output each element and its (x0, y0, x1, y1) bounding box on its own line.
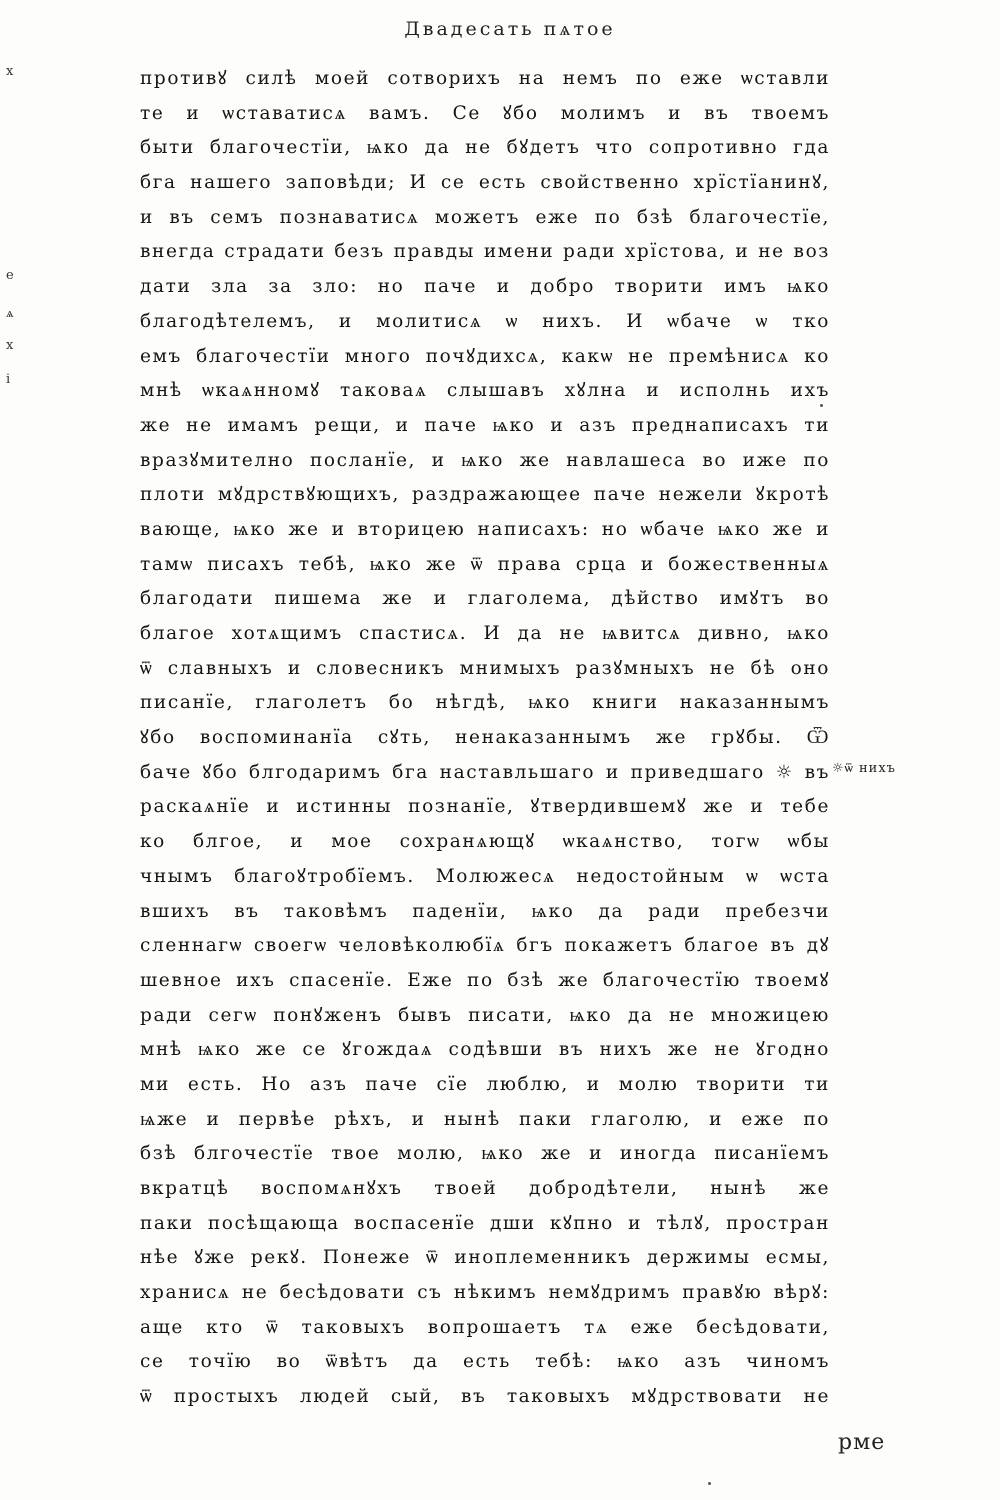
text-line: благое хотѧщимъ спастисѧ. И да не ѩвитсѧ дивно, ѩко (140, 623, 830, 644)
text-line: ѩже и первѣе рѣхъ, и нынѣ паки глаголю, и еже по (140, 1108, 830, 1130)
text-line: ми есть. Но азъ паче сїе люблю, и молю творити ти (140, 1073, 830, 1095)
text-line: баче ꙋбо блгодаримъ бга наставльшаго и приведшаго ☼ въ (140, 761, 830, 783)
text-line: благодати пишема же и глаголема, дѣйство имꙋтъ во (140, 588, 830, 610)
text-line: ради сегѡ понꙋженъ бывъ писати, ѩко да не множицею (140, 1004, 830, 1026)
text-line: дати зла за зло: но паче и добро творити имъ ѩко (140, 276, 830, 298)
text-line: вшихъ въ таковѣмъ паденїи, ѩко да ради пребезчи (140, 900, 830, 922)
text-line: те и ѡставатисѧ вамъ. Се ꙋбо молимъ и въ твоемъ (140, 102, 830, 124)
text-line: и въ семъ познаватисѧ можетъ еже по бзѣ благочестїе, (140, 206, 830, 228)
margin-note: ☼ѿ нихъ (832, 761, 896, 776)
text-line: бга нашего заповѣди; И се есть свойственно хрїстїанинꙋ, (140, 172, 830, 194)
text-line: писанїе, глаголетъ бо нѣгдѣ, ѩко книги наказаннымъ (140, 692, 830, 714)
margin-fragment: і (6, 372, 11, 387)
text-line: раскаѧнїе и истинны познанїе, ꙋтвердившемꙋ же и тебе (140, 796, 830, 818)
text-line: шевное ихъ спасенїе. Еже по бзѣ же благочестїю твоемꙋ (140, 969, 830, 991)
text-line: нѣе ꙋже рекꙋ. Понеже ѿ иноплеменникъ держимы есмы, (140, 1247, 830, 1269)
text-line: вкратцѣ воспомѧнꙋхъ твоей добродѣтели, нынѣ же (140, 1178, 830, 1199)
text-line: быти благочестїи, ѩко да не бꙋдетъ что сопротивно гда (140, 137, 830, 159)
ink-speck (708, 1482, 711, 1485)
margin-fragment: х (6, 64, 14, 79)
text-line: бзѣ блгочестїе твое молю, ѩко же и иногда писанїемъ (140, 1143, 830, 1165)
text-line: благодѣтелемъ, и молитисѧ ѡ нихъ. И ѡбаче ѡ тко (140, 310, 830, 332)
text-line: плоти мꙋдрствꙋющихъ, раздражающее паче нежели ꙋкротѣ (140, 484, 830, 506)
body-text (140, 62, 830, 1415)
text-line: аще кто ѿ таковыхъ вопрошаетъ тѧ еже бесѣдовати, (140, 1316, 830, 1338)
text-line: ѿ славныхъ и словесникъ мнимыхъ разꙋмныхъ не бѣ оно (140, 657, 830, 679)
left-margin-fragments (0, 0, 30, 1500)
text-line: сленнагѡ своегѡ человѣколюбїѧ бгъ покажетъ благое въ дꙋ (140, 935, 830, 957)
text-line: вразꙋмително посланїе, и ѩко же навлашеса во иже по (140, 449, 830, 471)
folio-number: рме (838, 1430, 886, 1455)
running-head: Двадесать пѧтое (404, 18, 616, 40)
text-line: мнѣ ѩко же се ꙋгождаѧ содѣвши въ нихъ же не ꙋгодно (140, 1039, 830, 1061)
text-line: се точїю во ѿвѣтъ да есть тебѣ: ѩко азъ чиномъ (140, 1351, 830, 1373)
margin-fragment: ѧ (6, 306, 14, 321)
text-line: ѿ простыхъ людей сый, въ таковыхъ мꙋдрствовати не (140, 1386, 830, 1408)
margin-fragment: е (6, 268, 14, 283)
text-line: вающе, ѩко же и вторицею написахъ: но ѡбаче ѩко же и (140, 518, 830, 540)
text-line: внегда страдати безъ правды имени ради хрїстова, и не воз (140, 241, 830, 263)
text-line: хранисѧ не бесѣдовати съ нѣкимъ немꙋдримъ правꙋю вѣрꙋ: (140, 1282, 830, 1304)
ink-speck (820, 404, 823, 407)
margin-fragment: х (6, 338, 14, 353)
text-line: же не имамъ рещи, и паче ѩко и азъ преднаписахъ ти (140, 414, 830, 436)
text-line: мнѣ ѡкаѧнномꙋ таковаѧ слышавъ хꙋлна и исполнь ихъ (140, 380, 830, 402)
text-line: емъ благочестїи много почꙋдихсѧ, какѡ не премѣнисѧ ко (140, 345, 830, 367)
text-line: ко блгое, и мое сохранѧющꙋ ѡкаѧнство, тогѡ ѡбы (140, 831, 830, 853)
text-line: ꙋбо воспоминанїа сꙋть, ненаказаннымъ же грꙋбы. Ѿ (140, 727, 830, 749)
text-line: паки посѣщающа воспасенїе дши кꙋпно и тѣлꙋ, простран (140, 1212, 830, 1234)
text-line: чнымъ благоꙋтробїемъ. Молюжесѧ недостойным ѡ ѡста (140, 865, 830, 887)
text-line: тамѡ писахъ тебѣ, ѩко же ѿ права срца и божественныѧ (140, 553, 830, 575)
text-line: противꙋ силѣ моей сотворихъ на немъ по еже ѡставли (140, 68, 830, 89)
